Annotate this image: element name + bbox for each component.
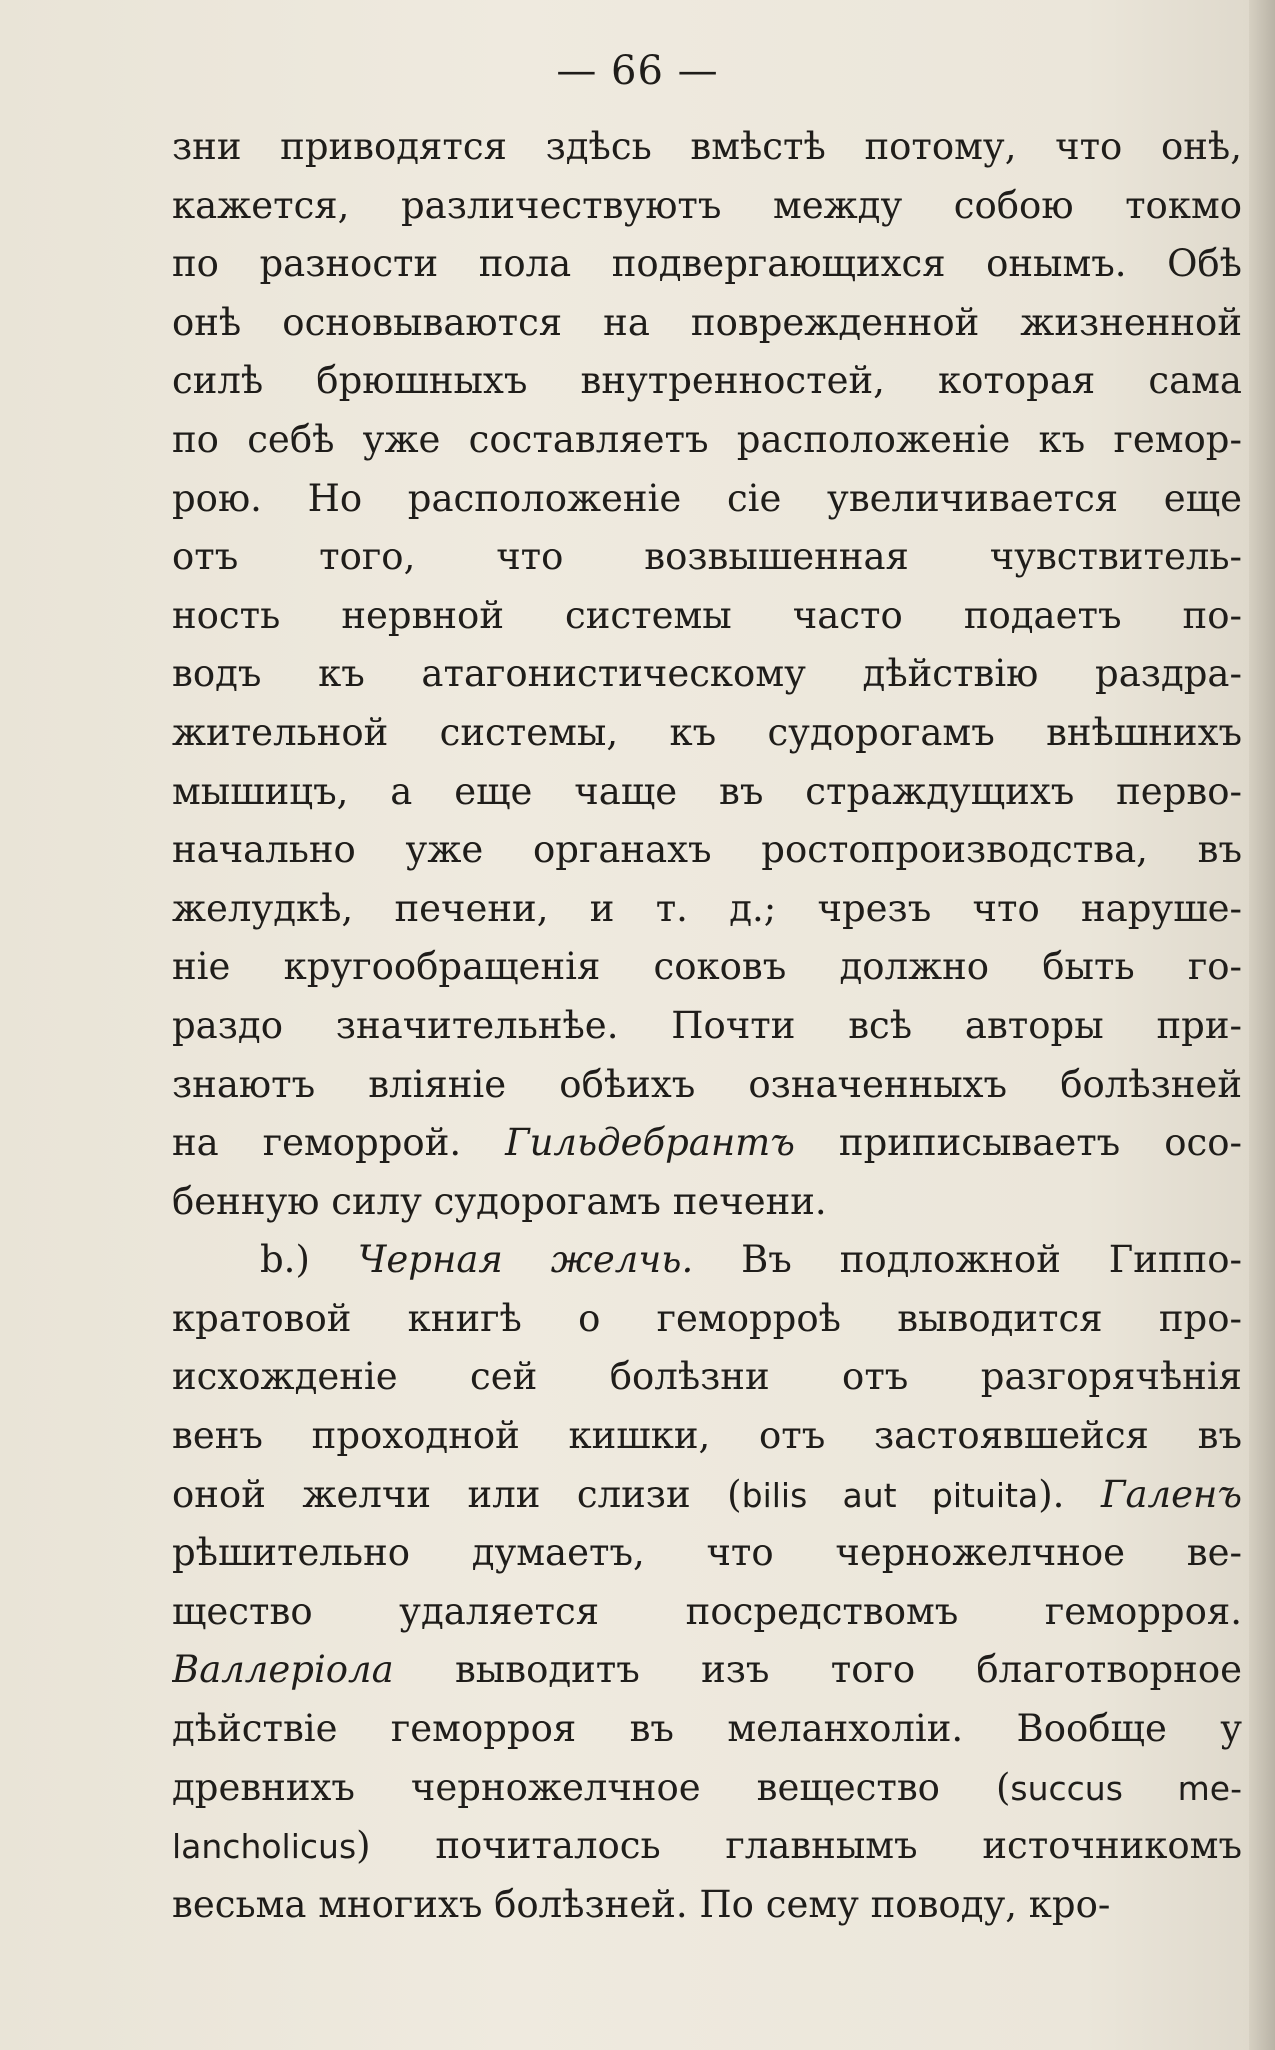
text-line (172, 1583, 1242, 1642)
text-line (172, 704, 1242, 763)
text-segment: кратовой книгѣ о геморроѣ выводится про- (172, 1296, 1242, 1340)
text-segment: по разности пола подвергающихся онымъ. Обѣ (172, 242, 1242, 286)
text-segment: оной желчи или слизи ( (172, 1472, 742, 1516)
text-line (172, 528, 1242, 587)
text-segment: мышицъ, а еще чаще въ страждущихъ перво- (172, 769, 1242, 813)
text-segment: рѣшительно думаетъ, что черножелчное ве- (172, 1531, 1242, 1575)
text-line (172, 938, 1242, 997)
text-line (172, 997, 1242, 1056)
text-segment: силѣ брюшныхъ внутренностей, которая сама (172, 359, 1242, 403)
text-segment: кажется, различествуютъ между собою токмо (172, 183, 1242, 227)
text-segment: онѣ основываются на поврежденной жизненной (172, 300, 1242, 344)
text-line (172, 880, 1242, 939)
text-segment: бенную силу судорогамъ печени. (172, 1179, 827, 1223)
text-segment: зни приводятся здѣсь вмѣстѣ потому, что онѣ, (172, 125, 1242, 168)
text-segment: приписываетъ осо- (794, 1121, 1242, 1165)
text-segment: дѣйствіе геморроя въ меланхоліи. Вообще у (172, 1707, 1242, 1751)
text-segment: рою. Но расположеніе сіе увеличивается еще (172, 476, 1242, 520)
text-segment: ) почиталось главнымъ источникомъ (356, 1824, 1242, 1868)
text-line (172, 1056, 1242, 1115)
text-line (172, 1407, 1242, 1466)
text-segment: b.) (260, 1238, 358, 1282)
text-segment: ность нервной системы часто подаетъ по- (172, 593, 1242, 637)
text-line (172, 411, 1242, 470)
text-line (172, 821, 1242, 880)
text-line (172, 1759, 1242, 1818)
text-segment: водъ къ атагонистическому дѣйствію раздра- (172, 652, 1242, 696)
text-line (172, 1817, 1242, 1876)
text-line (172, 1466, 1242, 1525)
text-segment: по себѣ уже составляетъ расположеніе къ гемор- (172, 417, 1242, 461)
text-line (172, 587, 1242, 646)
page-edge-shadow (1249, 0, 1275, 2050)
text-segment: венъ проходной кишки, отъ застоявшейся въ (172, 1414, 1242, 1458)
text-line (172, 118, 1242, 177)
italic-name: Валлеріола (172, 1648, 394, 1692)
text-line (172, 1876, 1242, 1935)
text-segment: жительной системы, къ судорогамъ внѣшнихъ (172, 710, 1242, 754)
text-segment: выводитъ изъ того благотворное (393, 1648, 1242, 1692)
text-segment: желудкѣ, печени, и т. д.; чрезъ что наруше- (172, 886, 1242, 930)
text-line (172, 1173, 1242, 1232)
text-line (172, 1348, 1242, 1407)
text-segment: начально уже органахъ ростопроизводства, въ (172, 828, 1242, 872)
text-line (172, 235, 1242, 294)
text-line (172, 294, 1242, 353)
latin-term: lancholicus (172, 1827, 357, 1867)
italic-name: Галенъ (1100, 1472, 1242, 1516)
italic-name: Гильдебрантъ (505, 1121, 795, 1165)
text-line (172, 1231, 1242, 1290)
text-segment: знаютъ вліяніе обѣихъ означенныхъ болѣзней (172, 1062, 1242, 1106)
text-line (172, 1114, 1242, 1173)
text-line (172, 1641, 1242, 1700)
text-line (172, 470, 1242, 529)
italic-name: Черная желчь. (357, 1238, 694, 1282)
text-line (172, 352, 1242, 411)
text-segment: весьма многихъ болѣзней. По сему поводу, кро- (172, 1882, 1111, 1926)
text-line (172, 645, 1242, 704)
text-segment: щество удаляется посредствомъ геморроя. (172, 1589, 1242, 1633)
text-segment: отъ того, что возвышенная чувствитель- (172, 535, 1242, 579)
text-line (172, 763, 1242, 822)
text-segment: ). (1038, 1472, 1101, 1516)
text-segment: на геморрой. (172, 1121, 506, 1165)
text-line (172, 177, 1242, 236)
text-segment: исхожденіе сей болѣзни отъ разгорячѣнія (172, 1355, 1242, 1399)
text-line (172, 1290, 1242, 1349)
latin-term: succus me- (1010, 1768, 1242, 1808)
text-segment: древнихъ черножелчное вещество ( (172, 1765, 1011, 1809)
latin-term: bilis aut pituita (741, 1475, 1039, 1515)
body-text (172, 118, 1242, 1934)
text-line (172, 1700, 1242, 1759)
text-segment: ніе кругообращенія соковъ должно быть го- (172, 945, 1242, 989)
text-segment: раздо значительнѣе. Почти всѣ авторы при- (172, 1003, 1242, 1047)
page-number: — 66 — (556, 48, 719, 94)
text-line (172, 1524, 1242, 1583)
text-segment: Въ подложной Гиппо- (693, 1238, 1242, 1282)
